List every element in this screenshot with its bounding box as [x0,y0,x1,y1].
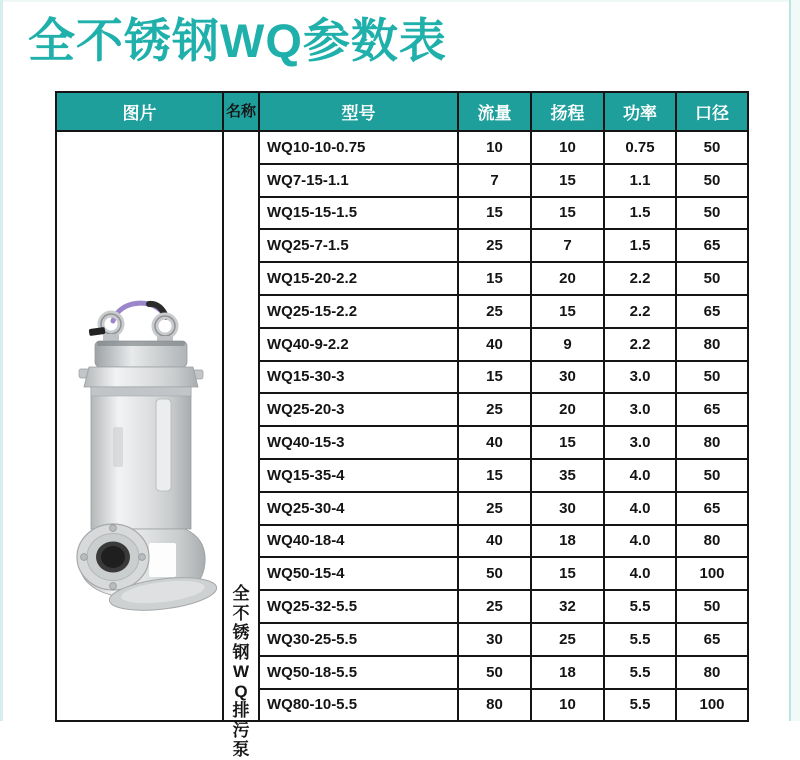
model-cell: WQ25-30-4 [259,492,458,525]
casing-window [149,543,176,577]
page-edge-right-fill [791,0,800,721]
value-cell: 2.2 [604,328,676,361]
value-cell: 65 [676,393,748,426]
value-cell: 10 [458,131,531,164]
value-cell: 15 [531,426,604,459]
value-cell: 100 [676,557,748,590]
value-cell: 18 [531,525,604,558]
model-cell: WQ15-20-2.2 [259,262,458,295]
value-cell: 1.5 [604,197,676,230]
model-cell: WQ25-7-1.5 [259,229,458,262]
column-header-model: 型号 [259,92,458,131]
value-cell: 4.0 [604,525,676,558]
product-name-cell [223,131,259,759]
value-cell: 80 [458,689,531,722]
page-title: 全不锈钢WQ参数表 [28,14,447,67]
value-cell: 15 [458,262,531,295]
value-cell: 50 [676,131,748,164]
model-cell: WQ25-20-3 [259,393,458,426]
value-cell: 80 [676,525,748,558]
header-row [56,92,748,131]
value-cell: 3.0 [604,361,676,394]
column-header-picture: 图片 [56,92,223,131]
column-header-diameter: 口径 [676,92,748,131]
page-edge-left [0,0,3,721]
value-cell: 50 [676,459,748,492]
value-cell: 15 [458,197,531,230]
product-name-vertical-text: 全 不 锈 钢 W Q 排 污 泵 [232,584,250,759]
model-cell: WQ15-15-1.5 [259,197,458,230]
value-cell: 25 [458,229,531,262]
value-cell: 10 [531,131,604,164]
column-header-head: 扬程 [531,92,604,131]
value-cell: 1.1 [604,164,676,197]
value-cell: 15 [458,361,531,394]
value-cell: 40 [458,426,531,459]
value-cell: 15 [531,197,604,230]
value-cell: 40 [458,525,531,558]
model-cell: WQ15-30-3 [259,361,458,394]
value-cell: 50 [676,590,748,623]
model-cell: WQ25-32-5.5 [259,590,458,623]
table-row [56,131,748,164]
pump-product-image [61,297,219,622]
value-cell: 30 [531,361,604,394]
page-edge-top [0,0,800,2]
value-cell: 20 [531,262,604,295]
model-cell: WQ50-15-4 [259,557,458,590]
nameplate [113,427,123,467]
value-cell: 30 [531,492,604,525]
value-cell: 50 [458,656,531,689]
value-cell: 10 [531,689,604,722]
value-cell: 5.5 [604,689,676,722]
value-cell: 4.0 [604,492,676,525]
column-header-power: 功率 [604,92,676,131]
value-cell: 5.5 [604,656,676,689]
model-cell: WQ40-9-2.2 [259,328,458,361]
model-cell: WQ7-15-1.1 [259,164,458,197]
guide-rib [156,399,171,491]
model-cell: WQ30-25-5.5 [259,623,458,656]
value-cell: 25 [458,393,531,426]
model-cell: WQ10-10-0.75 [259,131,458,164]
model-cell: WQ15-35-4 [259,459,458,492]
value-cell: 15 [458,459,531,492]
value-cell: 65 [676,229,748,262]
value-cell: 50 [676,164,748,197]
value-cell: 50 [458,557,531,590]
value-cell: 4.0 [604,459,676,492]
value-cell: 3.0 [604,426,676,459]
value-cell: 7 [458,164,531,197]
model-cell: WQ25-15-2.2 [259,295,458,328]
value-cell: 15 [531,164,604,197]
value-cell: 4.0 [604,557,676,590]
value-cell: 25 [458,295,531,328]
value-cell: 80 [676,426,748,459]
value-cell: 25 [458,590,531,623]
value-cell: 50 [676,197,748,230]
value-cell: 0.75 [604,131,676,164]
value-cell: 80 [676,656,748,689]
value-cell: 18 [531,656,604,689]
value-cell: 7 [531,229,604,262]
column-header-flow: 流量 [458,92,531,131]
value-cell: 25 [458,492,531,525]
model-cell: WQ50-18-5.5 [259,656,458,689]
spec-table [55,91,747,759]
value-cell: 65 [676,492,748,525]
value-cell: 15 [531,295,604,328]
model-cell: WQ40-15-3 [259,426,458,459]
table-body [56,131,748,759]
value-cell: 20 [531,393,604,426]
value-cell: 50 [676,262,748,295]
value-cell: 2.2 [604,262,676,295]
value-cell: 30 [458,623,531,656]
value-cell: 2.2 [604,295,676,328]
value-cell: 32 [531,590,604,623]
value-cell: 50 [676,361,748,394]
value-cell: 1.5 [604,229,676,262]
value-cell: 3.0 [604,393,676,426]
model-cell: WQ80-10-5.5 [259,689,458,722]
model-cell: WQ40-18-4 [259,525,458,558]
value-cell: 80 [676,328,748,361]
product-picture-cell [56,131,223,721]
column-header-name: 名称 [223,92,259,131]
value-cell: 65 [676,623,748,656]
value-cell: 5.5 [604,590,676,623]
value-cell: 100 [676,689,748,722]
value-cell: 5.5 [604,623,676,656]
value-cell: 35 [531,459,604,492]
value-cell: 9 [531,328,604,361]
value-cell: 15 [531,557,604,590]
value-cell: 40 [458,328,531,361]
value-cell: 65 [676,295,748,328]
value-cell: 25 [531,623,604,656]
